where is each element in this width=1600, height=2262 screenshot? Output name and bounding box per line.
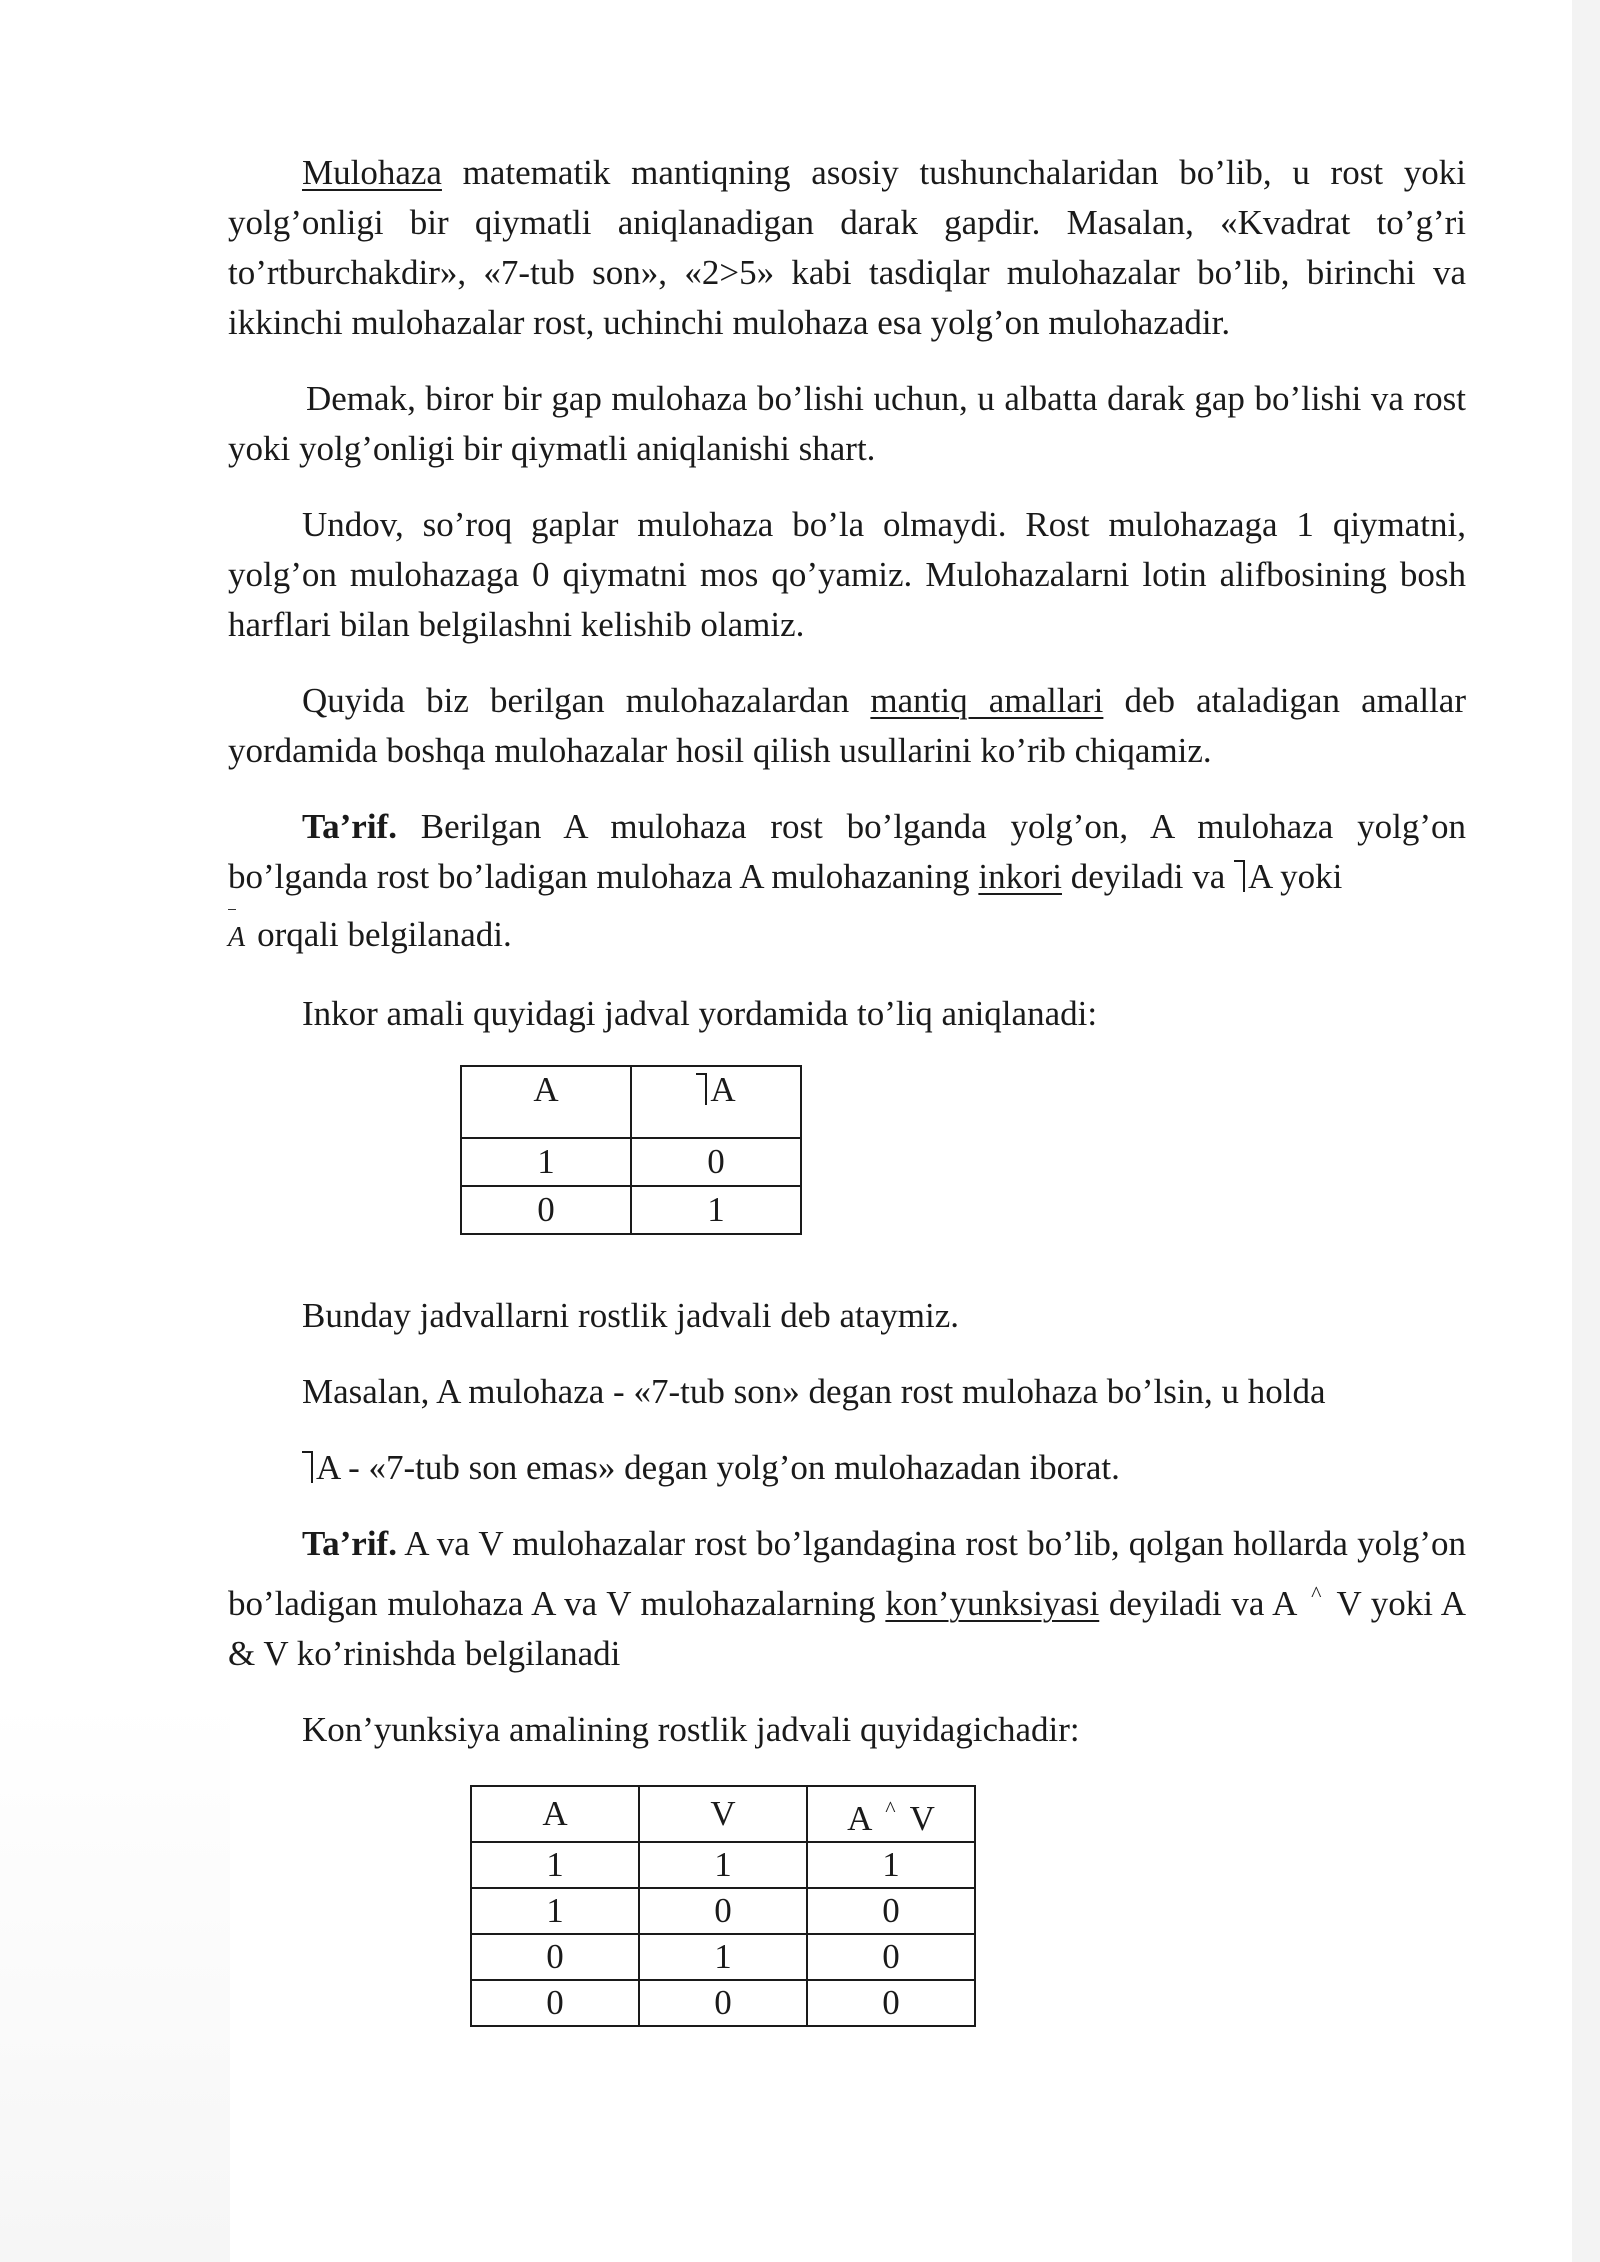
table-header-row bbox=[461, 1066, 801, 1138]
paragraph-mulohaza-definition bbox=[228, 148, 1466, 348]
table-row bbox=[461, 1186, 801, 1234]
table-row bbox=[471, 1842, 975, 1888]
paragraph-inkor-amali: Inkor amali quyidagi jadval yordamida to’liq aniqlanadi: bbox=[302, 994, 1098, 1033]
paragraph-text: deb ataladigan amallar yordamida boshqa mulohazalar hosil qilish usullarini ko’rib chiqamiz. bbox=[228, 681, 1466, 770]
table-row bbox=[471, 1888, 975, 1934]
table-header-cell: V bbox=[639, 1786, 807, 1842]
table-cell: 1 bbox=[639, 1934, 807, 1980]
document-body bbox=[228, 148, 1466, 2027]
paragraph-rostlik-jadvali: Bunday jadvallarni rostlik jadvali deb ataymiz. bbox=[302, 1296, 960, 1335]
negation-symbol bbox=[696, 1073, 710, 1105]
negation-symbol bbox=[1234, 860, 1248, 892]
definition-text: orqali belgilanadi. bbox=[257, 915, 512, 954]
table-cell: 0 bbox=[807, 1888, 975, 1934]
paragraph-text: matematik mantiqning asosiy tushunchalaridan bo’lib, u rost yoki yolg’onligi bir qiymatli aniqlanadigan darak gapdir. Masalan, «Kvadrat to’g’ri to’rtburchakdir», «7-tub son», «2>5» kabi tasdiqlar mulohazalar bo’lib, birinchi va ikkinchi mulohazalar rost, uchinchi mulohaza esa yolg’on mulohazadir. bbox=[228, 153, 1466, 342]
table-header-cell bbox=[807, 1786, 975, 1842]
definition-inkor-continued bbox=[228, 910, 1466, 963]
term-konyunksiyasi: kon’yunksiyasi bbox=[885, 1584, 1100, 1623]
table-cell: 1 bbox=[807, 1842, 975, 1888]
table-header-label: A bbox=[847, 1799, 880, 1838]
table-cell: 0 bbox=[631, 1138, 801, 1186]
negation-truth-table bbox=[460, 1065, 802, 1235]
table-header-cell bbox=[631, 1066, 801, 1138]
paragraph-inkor-example bbox=[228, 1443, 1466, 1493]
definition-text: deyiladi va A bbox=[1099, 1584, 1306, 1623]
definition-konyunksiya bbox=[228, 1519, 1466, 1679]
paragraph-konyunksiya-jadvali: Kon’yunksiya amalining rostlik jadvali quyidagichadir: bbox=[302, 1710, 1080, 1749]
a-bar-symbol: A bbox=[228, 913, 245, 963]
paragraph-undov: Undov, so’roq gaplar mulohaza bo’la olmaydi. Rost mulohazaga 1 qiymatni, yolg’on mulohazaga 0 qiymatni mos qo’yamiz. Mulohazalarni lotin alifbosining bosh harflari bilan belgilashni kelishib olamiz. bbox=[228, 505, 1466, 644]
definition-text: A yoki bbox=[1248, 857, 1343, 896]
table-row bbox=[471, 1934, 975, 1980]
term-mantiq-amallari: mantiq amallari bbox=[870, 681, 1104, 720]
table-cell: 1 bbox=[639, 1842, 807, 1888]
page-bottom-shadow bbox=[0, 1700, 230, 2262]
paragraph-text: A - «7-tub son emas» degan yolg’on mulohazadan iborat. bbox=[316, 1448, 1120, 1487]
table-cell: 1 bbox=[631, 1186, 801, 1234]
paragraph-masalan: Masalan, A mulohaza - «7-tub son» degan rost mulohaza bo’lsin, u holda bbox=[302, 1372, 1326, 1411]
table-cell: 0 bbox=[639, 1980, 807, 2026]
definition-text: A va V mulohazalar rost bo’lgandagina rost bo’lib, qolgan hollarda yolg’on bo’ladigan mulohaza A va V mulohazalarning bbox=[228, 1524, 1466, 1623]
conjunction-symbol: ^ bbox=[1311, 1581, 1322, 1606]
table-cell: 1 bbox=[461, 1138, 631, 1186]
term-inkori: inkori bbox=[978, 857, 1062, 896]
table-header-label: A bbox=[710, 1070, 736, 1109]
paragraph-mantiq-amallari bbox=[228, 676, 1466, 776]
table-cell: 0 bbox=[471, 1980, 639, 2026]
negation-symbol bbox=[302, 1451, 316, 1483]
page-edge-shadow bbox=[1572, 0, 1600, 2262]
table-row bbox=[461, 1138, 801, 1186]
conjunction-truth-table bbox=[470, 1785, 976, 2027]
table-cell: 1 bbox=[471, 1888, 639, 1934]
table-header-cell: A bbox=[471, 1786, 639, 1842]
table-cell: 0 bbox=[471, 1934, 639, 1980]
table-header-label: V bbox=[901, 1799, 935, 1838]
table-cell: 0 bbox=[807, 1980, 975, 2026]
definition-text: V yoki A & V ko’rinishda belgilanadi bbox=[228, 1584, 1466, 1673]
definition-label: Ta’rif. bbox=[302, 807, 397, 846]
table-header-cell: A bbox=[461, 1066, 631, 1138]
table-header-row bbox=[471, 1786, 975, 1842]
definition-inkor bbox=[228, 802, 1466, 902]
table-cell: 0 bbox=[461, 1186, 631, 1234]
paragraph-demak: Demak, biror bir gap mulohaza bo’lishi uchun, u albatta darak gap bo’lishi va rost yoki yolg’onligi bir qiymatli aniqlanishi shart. bbox=[228, 379, 1466, 468]
conjunction-symbol: ^ bbox=[885, 1796, 896, 1821]
paragraph-text: Quyida biz berilgan mulohazalardan bbox=[302, 681, 871, 720]
table-row bbox=[471, 1980, 975, 2026]
table-cell: 0 bbox=[639, 1888, 807, 1934]
table-cell: 1 bbox=[471, 1842, 639, 1888]
definition-text: Berilgan A mulohaza rost bo’lganda yolg’on, A mulohaza yolg’on bo’lganda rost bo’ladigan mulohaza A mulohazaning bbox=[228, 807, 1466, 896]
table-cell: 0 bbox=[807, 1934, 975, 1980]
term-mulohaza: Mulohaza bbox=[302, 153, 442, 192]
definition-label: Ta’rif. bbox=[302, 1524, 397, 1563]
definition-text: deyiladi va bbox=[1061, 857, 1235, 896]
